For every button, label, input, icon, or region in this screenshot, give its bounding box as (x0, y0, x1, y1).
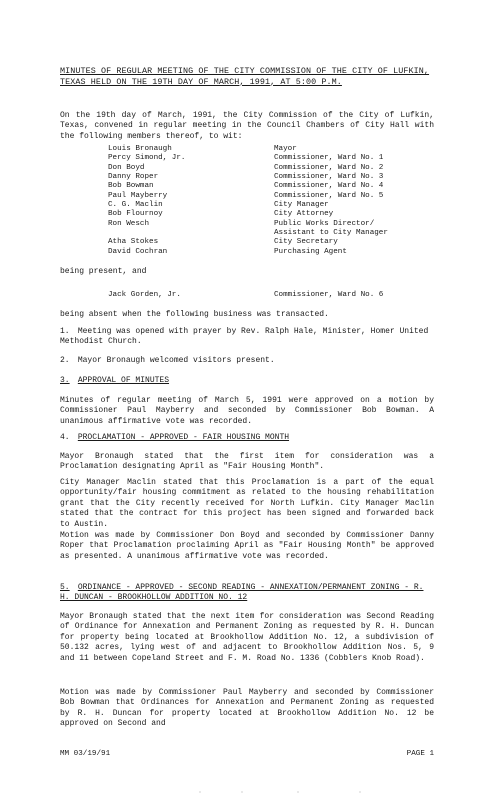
scan-speck (200, 792, 201, 793)
absent-member-name: Jack Gorden, Jr. (108, 291, 181, 299)
member-name: Don Boyd (108, 163, 145, 172)
scan-speck (298, 792, 299, 793)
member-row (108, 238, 438, 247)
document-title: MINUTES OF REGULAR MEETING OF THE CITY COMMISSION OF THE CITY OF LUFKIN, TEXAS HELD ON THE 19TH DAY OF MARCH, 1991, AT 5:00 P.M. (60, 66, 430, 87)
member-name: C. G. Maclin (108, 201, 163, 210)
member-name (108, 229, 274, 238)
member-name: David Cochran (108, 247, 168, 256)
intro-paragraph: On the 19th day of March, 1991, the City Commission of the City of Lufkin, Texas, convened in regular meeting in the Council Chambers of City Hall with the following members thereof, to wit: (60, 111, 434, 141)
member-row (108, 192, 438, 201)
item-number: 1. (60, 327, 70, 336)
member-name: Percy Simond, Jr. (108, 154, 186, 163)
absent-member-title: Commissioner, Ward No. 6 (274, 291, 384, 299)
member-name: Louis Bronaugh (108, 145, 172, 153)
member-title: Commissioner, Ward No. 4 (274, 182, 384, 191)
member-name: Atha Stokes (108, 238, 159, 247)
member-row (108, 201, 438, 210)
member-title: Commissioner, Ward No. 1 (274, 154, 384, 163)
member-title: Commissioner, Ward No. 5 (274, 191, 384, 200)
member-title: Mayor (274, 145, 297, 153)
item-text: Meeting was opened with prayer by Rev. Ralph Hale, Minister, Homer United Methodist Church. (60, 327, 429, 347)
scan-specks (180, 790, 380, 794)
member-title: City Manager (274, 201, 329, 210)
member-row (108, 220, 438, 229)
item-number: 4. (60, 433, 70, 442)
item-4-paragraph-1: Mayor Bronaugh stated that the first item for consideration was a Proclamation designating April as "Fair Housing Month". (60, 452, 434, 472)
member-row (108, 210, 438, 219)
scan-speck (360, 792, 361, 793)
item-5-paragraph-1: Mayor Bronaugh stated that the next item for consideration was Second Reading of Ordinance for Annexation and Permanent Zoning as requested by R. H. Duncan for property being located at Brookhollow Addition No. 12, a subdivision of 50.132 acres, lying west of and adjacent to Brookhollow Addition Nos. 5, 9 and 11 between Copeland Street and F. M. Road No. 1336 (Cobblers Knob Road). (60, 612, 434, 663)
being-present-text: being present, and (60, 267, 147, 276)
member-row (108, 173, 438, 182)
member-row (108, 145, 438, 154)
member-row (108, 154, 438, 163)
member-title: Assistant to City Manager (274, 229, 388, 238)
agenda-item-1 (60, 327, 434, 348)
page-footer (60, 750, 434, 758)
member-title: Purchasing Agent (274, 247, 347, 256)
scan-speck (242, 792, 243, 793)
member-row (108, 229, 438, 238)
member-name: Paul Mayberry (108, 191, 168, 200)
member-title: City Attorney (274, 210, 334, 219)
member-title: City Secretary (274, 238, 338, 247)
item-heading: ORDINANCE - APPROVED - SECOND READING - ANNEXATION/PERMANENT ZONING - R. H. DUNCAN - BROOKHOLLOW ADDITION NO. 12 (60, 583, 424, 603)
member-name: Bob Flournoy (108, 210, 163, 219)
item-text: Mayor Bronaugh welcomed visitors present. (77, 356, 275, 365)
item-4-paragraph-3: Motion was made by Commissioner Don Boyd and seconded by Commissioner Danny Roper that Proclamation proclaiming April as "Fair Housing Month" be approved as presented. A unanimous affirmative vote was recorded. (60, 531, 434, 561)
member-title: Commissioner, Ward No. 2 (274, 163, 384, 172)
member-title: Commissioner, Ward No. 3 (274, 173, 384, 182)
item-5-paragraph-2: Motion was made by Commissioner Paul Mayberry and seconded by Commissioner Bob Bowman that Ordinances for Annexation and Permanent Zoning as requested by R. H. Duncan for property located at Brookhollow Addition No. 12 be approved on Second and (60, 688, 434, 729)
agenda-item-4-heading (60, 433, 434, 443)
member-name: Bob Bowman (108, 182, 154, 191)
being-absent-text: being absent when the following business was transacted. (60, 310, 329, 319)
item-number: 2. (60, 356, 70, 365)
member-row (108, 248, 438, 257)
member-name: Danny Roper (108, 173, 159, 182)
footer-page-number: PAGE 1 (406, 750, 434, 758)
item-4-paragraph-2: City Manager Maclin stated that this Proclamation is a part of the equal opportunity/fair housing commitment as related to the housing rehabilitation grant that the City recently received for North Lufkin. City Manager Maclin stated that the contract for this project has been signed and forwarded back to Austin. (60, 478, 434, 529)
member-row (108, 164, 438, 173)
agenda-item-3-heading (60, 376, 434, 386)
agenda-item-5-heading (60, 583, 434, 604)
item-3-paragraph: Minutes of regular meeting of March 5, 1991 were approved on a motion by Commissioner Paul Mayberry and seconded by Commissioner Bob Bowman. A unanimous affirmative vote was recorded. (60, 396, 434, 426)
item-number: 5. (60, 583, 70, 592)
item-number: 3. (60, 376, 70, 385)
member-name: Ron Wesch (108, 219, 150, 228)
members-roster (108, 145, 438, 257)
member-title: Public Works Director/ (274, 219, 375, 228)
absent-member-row (108, 291, 438, 299)
item-heading: PROCLAMATION - APPROVED - FAIR HOUSING MONTH (77, 433, 290, 442)
item-heading: APPROVAL OF MINUTES (77, 376, 170, 385)
member-row (108, 182, 438, 191)
agenda-item-2 (60, 356, 434, 366)
footer-doc-id: MM 03/19/91 (60, 750, 111, 758)
